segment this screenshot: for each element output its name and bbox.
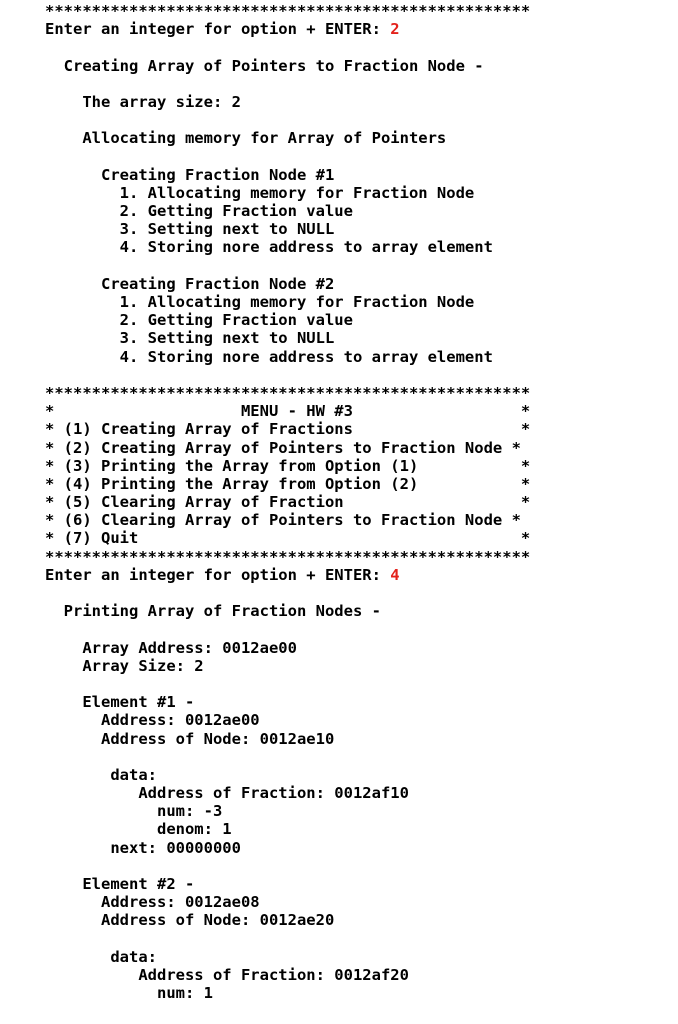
console-text: num: -3 xyxy=(45,802,223,821)
console-line xyxy=(45,511,530,529)
console-output xyxy=(45,2,530,1002)
console-line xyxy=(45,366,530,384)
console-text: Creating Fraction Node #2 xyxy=(45,274,335,293)
user-input-value: 2 xyxy=(390,20,400,39)
console-line xyxy=(45,275,530,293)
console-line xyxy=(45,730,530,748)
console-text: 1. Allocating memory for Fraction Node xyxy=(45,293,475,311)
prompt-text: Enter an integer for option + ENTER: xyxy=(45,565,391,584)
console-text: * (1) Creating Array of Fractions * xyxy=(45,420,531,439)
console-text: Printing Array of Fraction Nodes - xyxy=(45,602,381,621)
console-text: next: 00000000 xyxy=(45,838,241,857)
console-text: Array Size: 2 xyxy=(45,656,204,675)
console-text: data: xyxy=(45,765,157,784)
console-text: 2. Getting Fraction value xyxy=(45,311,353,330)
console-line xyxy=(45,329,530,347)
prompt-text: Enter an integer for option + ENTER: xyxy=(45,20,391,39)
console-line xyxy=(45,602,530,620)
console-text: Address of Node: 0012ae20 xyxy=(45,911,335,930)
console-text: 3. Setting next to NULL xyxy=(45,329,335,348)
console-line xyxy=(45,784,530,802)
console-line xyxy=(45,293,530,311)
console-text: Array Address: 0012ae00 xyxy=(45,638,297,657)
console-line xyxy=(45,220,530,238)
console-line xyxy=(45,984,530,1002)
console-text: Element #1 - xyxy=(45,693,195,712)
console-line xyxy=(45,766,530,784)
console-text: denom: 1 xyxy=(45,820,232,839)
console-line xyxy=(45,675,530,693)
console-text: * (5) Clearing Array of Fraction * xyxy=(45,493,531,512)
console-text: Address of Node: 0012ae10 xyxy=(45,729,335,748)
console-text: * (2) Creating Array of Pointers to Fraction Node * xyxy=(45,438,521,457)
prompt-line xyxy=(45,20,530,38)
console-line xyxy=(45,529,530,547)
console-line xyxy=(45,57,530,75)
console-line xyxy=(45,493,530,511)
console-line xyxy=(45,748,530,766)
console-line xyxy=(45,711,530,729)
console-text: 4. Storing nore address to array element xyxy=(45,347,493,366)
console-line xyxy=(45,384,530,402)
console-line xyxy=(45,948,530,966)
console-line xyxy=(45,620,530,638)
console-line xyxy=(45,657,530,675)
console-line xyxy=(45,184,530,202)
console-text: Address: 0012ae08 xyxy=(45,893,260,912)
console-text: Address: 0012ae00 xyxy=(45,711,260,730)
console-line xyxy=(45,966,530,984)
console-text: num: 1 xyxy=(45,984,213,1003)
console-line xyxy=(45,930,530,948)
console-line xyxy=(45,93,530,111)
console-text: Address of Fraction: 0012af20 xyxy=(45,965,409,984)
console-line xyxy=(45,311,530,329)
console-line xyxy=(45,111,530,129)
console-line xyxy=(45,548,530,566)
console-line xyxy=(45,166,530,184)
console-line xyxy=(45,875,530,893)
console-line xyxy=(45,402,530,420)
console-text: 1. Allocating memory for Fraction Node xyxy=(45,183,475,202)
console-line xyxy=(45,857,530,875)
console-text: * (4) Printing the Array from Option (2) * xyxy=(45,474,531,493)
console-line xyxy=(45,348,530,366)
console-line xyxy=(45,820,530,838)
console-text: **************************************************** xyxy=(45,383,531,402)
console-line xyxy=(45,839,530,857)
console-text: * (7) Quit * xyxy=(45,529,531,548)
console-text: Creating Array of Pointers to Fraction Node - xyxy=(45,56,484,75)
console-text: * MENU - HW #3 * xyxy=(45,402,531,421)
console-line xyxy=(45,439,530,457)
console-text: data: xyxy=(45,947,157,966)
console-text: **************************************************** xyxy=(45,547,531,566)
console-line xyxy=(45,802,530,820)
console-line xyxy=(45,238,530,256)
console-text: 3. Setting next to NULL xyxy=(45,220,335,239)
console-text: Element #2 - xyxy=(45,875,195,893)
console-line xyxy=(45,129,530,147)
console-line xyxy=(45,257,530,275)
console-line xyxy=(45,2,530,20)
prompt-line xyxy=(45,566,530,584)
console-line xyxy=(45,38,530,56)
console-line xyxy=(45,202,530,220)
console-text: 4. Storing nore address to array element xyxy=(45,238,493,257)
console-text: Creating Fraction Node #1 xyxy=(45,165,335,184)
console-text: **************************************************** xyxy=(45,2,531,20)
console-line xyxy=(45,693,530,711)
console-line xyxy=(45,75,530,93)
console-text: * (3) Printing the Array from Option (1) * xyxy=(45,456,531,475)
console-text: The array size: 2 xyxy=(45,92,241,111)
console-text: Allocating memory for Array of Pointers xyxy=(45,129,447,148)
console-line xyxy=(45,911,530,929)
console-line xyxy=(45,420,530,438)
console-line xyxy=(45,893,530,911)
console-text: 2. Getting Fraction value xyxy=(45,202,353,221)
console-text: * (6) Clearing Array of Pointers to Fraction Node * xyxy=(45,511,521,530)
console-line xyxy=(45,475,530,493)
console-line xyxy=(45,584,530,602)
console-text: Address of Fraction: 0012af10 xyxy=(45,784,409,803)
console-line xyxy=(45,639,530,657)
console-line xyxy=(45,148,530,166)
user-input-value: 4 xyxy=(390,565,400,584)
console-line xyxy=(45,457,530,475)
